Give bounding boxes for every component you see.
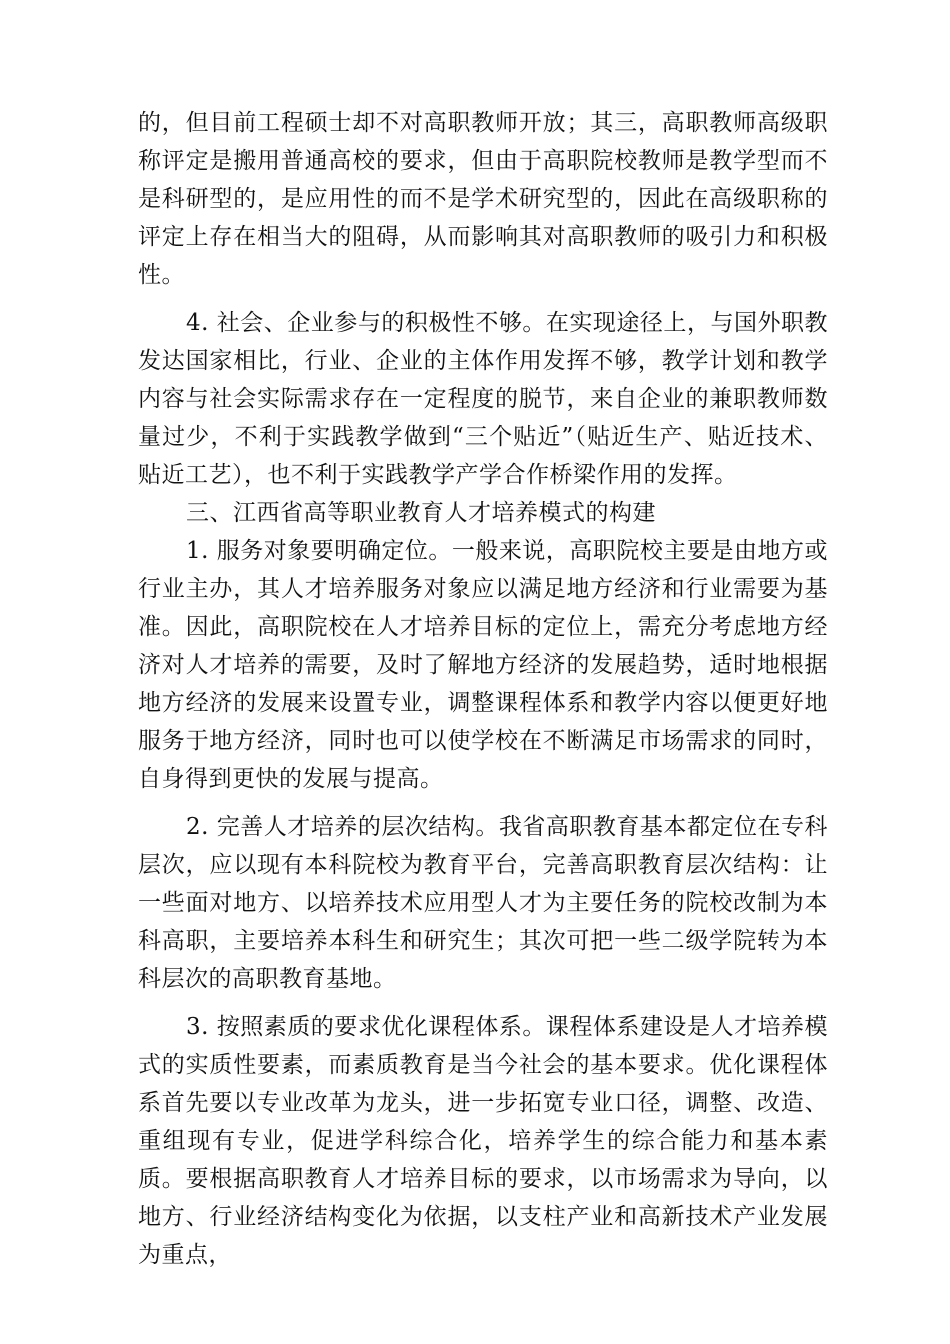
paragraph-item-4: 4. 社会、企业参与的积极性不够。在实现途径上，与国外职教发达国家相比，行业、企业的主体作用发挥不够，教学计划和教学内容与社会实际需求存在一定程度的脱节，来自企业的兼职教师数量过少，不利于实践教学做到“三个贴近”（贴近生产、贴近技术、贴近工艺），也不利于实践教学产学合作桥梁作用的发挥。 [138, 310, 828, 488]
paragraph-item-1: 1. 服务对象要明确定位。一般来说，高职院校主要是由地方或行业主办，其人才培养服务对象应以满足地方经济和行业需要为基准。因此，高职院校在人才培养目标的定位上，需充分考虑地方经济对人才培养的需要，及时了解地方经济的发展趋势，适时地根据地方经济的发展来设置专业，调整课程体系和教学内容以便更好地服务于地方经济，同时也可以使学校在不断满足市场需求的同时，自身得到更快的发展与提高。 [138, 538, 828, 792]
document-body [138, 104, 828, 1274]
paragraph-item-2: 2. 完善人才培养的层次结构。我省高职教育基本都定位在专科层次，应以现有本科院校为教育平台，完善高职教育层次结构：让一些面对地方、以培养技术应用型人才为主要任务的院校改制为本科高职，主要培养本科生和研究生；其次可把一些二级学院转为本科层次的高职教育基地。 [138, 814, 828, 992]
paragraph-item-3: 3. 按照素质的要求优化课程体系。课程体系建设是人才培养模式的实质性要素，而素质教育是当今社会的基本要求。优化课程体系首先要以专业改革为龙头，进一步拓宽专业口径，调整、改造、重组现有专业，促进学科综合化，培养学生的综合能力和基本素质。要根据高职教育人才培养目标的要求，以市场需求为导向，以地方、行业经济结构变化为依据，以支柱产业和高新技术产业发展为重点， [138, 1014, 828, 1268]
section-heading: 三、江西省高等职业教育人才培养模式的构建 [186, 500, 656, 526]
paragraph-continuation: 的，但目前工程硕士却不对高职教师开放；其三，高职教师高级职称评定是搬用普通高校的要求，但由于高职院校教师是教学型而不是科研型的，是应用性的而不是学术研究型的，因此在高级职称的评定上存在相当大的阻碍，从而影响其对高职教师的吸引力和积极性。 [138, 110, 828, 288]
